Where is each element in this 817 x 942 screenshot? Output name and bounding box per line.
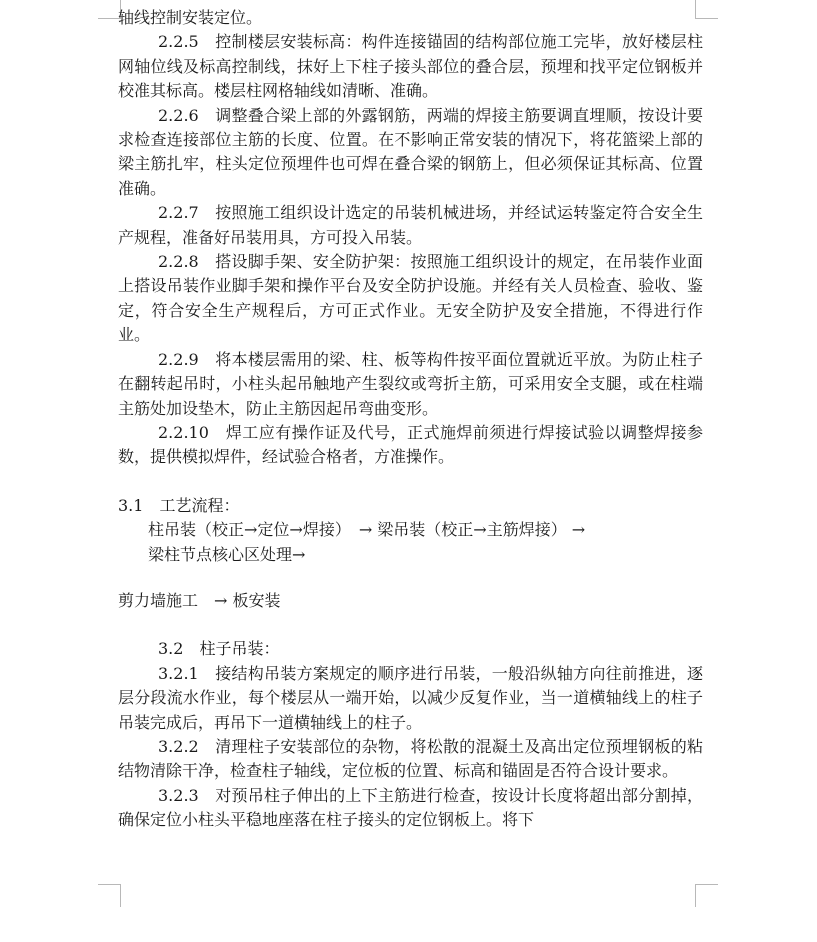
paragraph-3-2-2: 3.2.2 清理柱子安装部位的杂物，将松散的混凝土及高出定位预埋钢板的粘结物清除干净，检查柱子轴线，定位板的位置、标高和锚固是否符合设计要求。 [118, 736, 703, 781]
process-flow-line-1: 柱吊装（校正→定位→焊接） → 梁吊装（校正→主筋焊接） → [148, 520, 586, 540]
process-flow-line-2: 梁柱节点核心区处理→ [148, 544, 306, 564]
paragraph-2-2-10: 2.2.10 焊工应有操作证及代号，正式施焊前须进行焊接试验以调整焊接参数，提供模拟焊件，经试验合格者，方准操作。 [118, 422, 703, 467]
paragraph-2-2-6: 2.2.6 调整叠合梁上部的外露钢筋，两端的焊接主筋要调直埋顺，按设计要求检查连接部位主筋的长度、位置。在不影响正常安装的情况下，将花篮梁上部的梁主筋扎牢，柱头定位预埋件也可焊在叠合梁的钢筋上，但必须保证其标高、位置准确。 [118, 105, 703, 198]
paragraph-2-2-7: 2.2.7 按照施工组织设计选定的吊装机械进场，并经试运转鉴定符合安全生产规程，准备好吊装用具，方可投入吊装。 [118, 203, 703, 247]
paragraph-3-2-1: 3.2.1 接结构吊装方案规定的顺序进行吊装，一般沿纵轴方向往前推进，逐层分段流水作业，每个楼层从一端开始，以减少反复作业，当一道横轴线上的柱子吊装完成后，再吊下一道横轴线上的柱子。 [118, 663, 703, 732]
paragraph-2-2-5: 2.2.5 控制楼层安装标高：构件连接锚固的结构部位施工完毕，放好楼层柱网轴位线及标高控制线，抹好上下柱子接头部位的叠合层，预埋和找平定位钢板并校准其标高。楼层柱网格轴线如清晰、准确。 [118, 32, 703, 101]
spacer [118, 470, 703, 494]
section-3-1-heading: 3.1 工艺流程： [118, 495, 240, 515]
process-flow-line-3: 剪力墙施工 → 板安装 [118, 590, 281, 610]
spacer [118, 567, 703, 589]
spacer [118, 613, 703, 637]
paragraph-3-2-3: 3.2.3 对预吊柱子伸出的上下主筋进行检查，按设计长度将超出部分割掉，确保定位小柱头平稳地座落在柱子接头的定位钢板上。将下 [118, 785, 703, 830]
crop-mark-bottom-right [695, 884, 718, 907]
paragraph-continuation: 轴线控制安装定位。 [118, 8, 263, 27]
document-body [118, 6, 703, 833]
section-3-2-heading: 3.2 柱子吊装： [158, 639, 280, 659]
crop-mark-bottom-left [98, 884, 121, 907]
paragraph-2-2-9: 2.2.9 将本楼层需用的梁、柱、板等构件按平面位置就近平放。为防止柱子在翻转起吊时，小柱头起吊触地产生裂纹或弯折主筋，可采用安全支腿，或在柱端主筋处加设垫木，防止主筋因起吊弯曲变形。 [118, 349, 703, 418]
paragraph-2-2-8: 2.2.8 搭设脚手架、安全防护架：按照施工组织设计的规定，在吊装作业面上搭设吊装作业脚手架和操作平台及安全防护设施。并经有关人员检查、验收、鉴定，符合安全生产规程后，方可正式作业。无安全防护及安全措施，不得进行作业。 [118, 252, 703, 345]
